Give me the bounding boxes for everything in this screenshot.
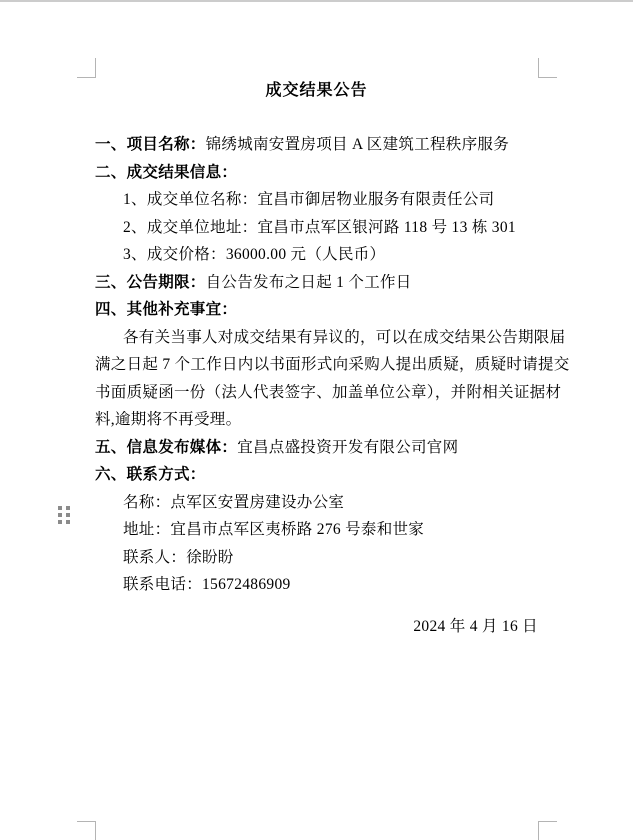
drag-handle-dot	[66, 506, 70, 510]
line-other-matters-heading	[95, 296, 538, 324]
line-contact-heading	[95, 461, 538, 489]
paragraph-line: 满之日起 7 个工作日内以书面形式向采购人提出质疑，质疑时请提交	[95, 356, 570, 373]
page-corner-mark-bottom-left	[77, 821, 96, 840]
document-body	[95, 77, 570, 640]
paragraph-line: 各有关当事人对成交结果有异议的，可以在成交结果公告期限届	[123, 328, 566, 346]
section-label: 六、联系方式：	[95, 466, 206, 483]
section-text: 宜昌点盛投资开发有限公司官网	[237, 438, 459, 456]
section-label: 五、信息发布媒体：	[95, 438, 238, 456]
page-top-border	[0, 0, 633, 2]
section-label: 一、项目名称：	[95, 136, 206, 153]
page-title: 成交结果公告	[265, 82, 368, 99]
line-contact-name: 名称：点军区安置房建设办公室	[123, 493, 345, 511]
line-winner-name: 1、成交单位名称：宜昌市御居物业服务有限责任公司	[123, 191, 495, 208]
line-winner-address: 2、成交单位地址：宜昌市点军区银河路 118 号 13 栋 301	[123, 218, 516, 236]
section-label: 二、成交结果信息：	[95, 163, 238, 181]
section-text: 自公告发布之日起 1 个工作日	[205, 273, 412, 291]
line-contact-address: 地址：宜昌市点军区夷桥路 276 号泰和世家	[123, 521, 425, 538]
line-project-name	[95, 131, 538, 159]
section-label: 四、其他补充事宜：	[95, 301, 238, 318]
drag-handle-dot	[58, 506, 62, 510]
line-result-info-heading	[95, 159, 538, 187]
section-text: 锦绣城南安置房项目 A 区建筑工程秩序服务	[205, 136, 509, 153]
line-contact-person: 联系人：徐盼盼	[123, 548, 234, 566]
drag-handle-dot	[58, 513, 62, 517]
drag-handle-dot	[66, 520, 70, 524]
line-price: 3、成交价格：36000.00 元（人民币）	[123, 246, 386, 263]
page-corner-mark-top-left	[77, 58, 96, 78]
drag-handle-dot	[66, 513, 70, 517]
page-corner-mark-top-right	[538, 58, 557, 78]
line-announcement-period	[95, 269, 538, 297]
section-label: 三、公告期限：	[95, 273, 206, 291]
line-publish-media	[95, 434, 538, 462]
paragraph-line: 书面质疑函一份（法人代表签字、加盖单位公章），并附相关证据材	[95, 383, 562, 401]
paragraph-line: 料,逾期将不再受理。	[95, 411, 242, 428]
line-contact-phone: 联系电话：15672486909	[123, 576, 291, 593]
drag-handle-icon[interactable]	[58, 506, 70, 524]
drag-handle-dot	[58, 520, 62, 524]
date-line: 2024 年 4 月 16 日	[413, 617, 538, 635]
page-corner-mark-bottom-right	[538, 821, 557, 840]
